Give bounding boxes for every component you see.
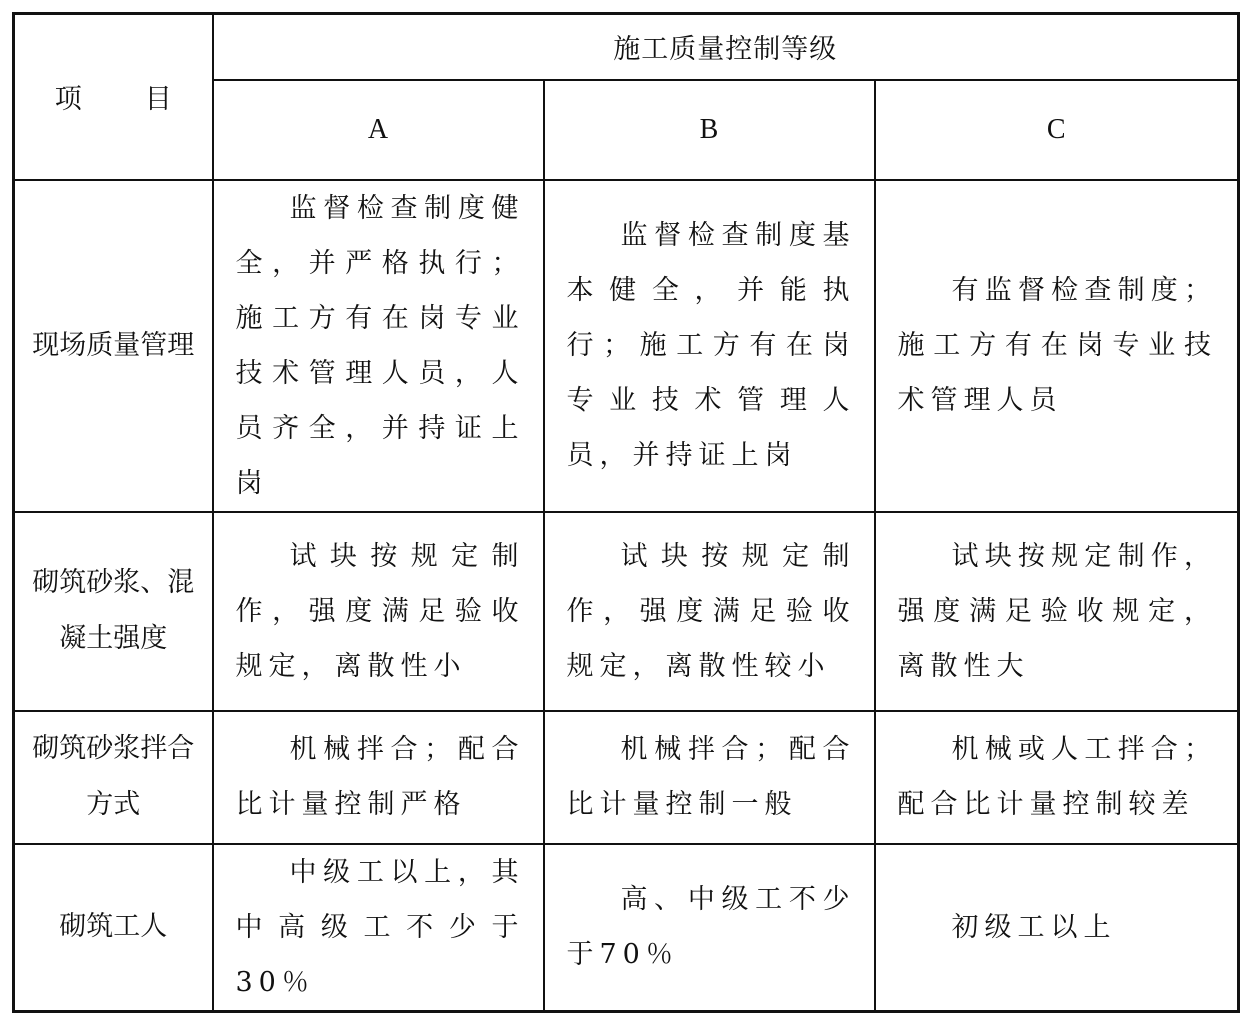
table-row [14, 512, 1239, 711]
cell-grade-b: 监督检查制度基本健全，并能执行；施工方有在岗专业技术管理人员，并持证上岗 [544, 180, 875, 512]
cell-grade-b: 高、中级工不少于70％ [544, 844, 875, 1012]
cell-grade-b: 试块按规定制作，强度满足验收规定，离散性较小 [544, 512, 875, 711]
header-item: 项 目 [14, 14, 213, 180]
cell-grade-a: 监督检查制度健全，并严格执行；施工方有在岗专业技术管理人员，人员齐全，并持证上岗 [213, 180, 544, 512]
cell-grade-c: 初级工以上 [875, 844, 1239, 1012]
row-label-mortar-mixing-method: 砌筑砂浆拌合方式 [14, 711, 213, 844]
row-label-site-quality-management: 现场质量管理 [14, 180, 213, 512]
cell-grade-c: 机械或人工拌合；配合比计量控制较差 [875, 711, 1239, 844]
quality-control-table-container [12, 12, 1240, 1013]
cell-grade-c: 试块按规定制作，强度满足验收规定，离散性大 [875, 512, 1239, 711]
cell-grade-a: 机械拌合；配合比计量控制严格 [213, 711, 544, 844]
row-label-masonry-workers: 砌筑工人 [14, 844, 213, 1012]
table-row [14, 844, 1239, 1012]
header-grade-c: C [875, 80, 1239, 180]
table-row [14, 711, 1239, 844]
header-grade-a: A [213, 80, 544, 180]
header-group-title: 施工质量控制等级 [213, 14, 1239, 80]
cell-grade-a: 试块按规定制作，强度满足验收规定，离散性小 [213, 512, 544, 711]
quality-control-grade-table [12, 12, 1240, 1013]
cell-grade-b: 机械拌合；配合比计量控制一般 [544, 711, 875, 844]
cell-grade-c: 有监督检查制度；施工方有在岗专业技术管理人员 [875, 180, 1239, 512]
header-grade-b: B [544, 80, 875, 180]
header-row-top [14, 14, 1239, 80]
cell-grade-a: 中级工以上，其中高级工不少于30％ [213, 844, 544, 1012]
table-row [14, 180, 1239, 512]
row-label-mortar-concrete-strength: 砌筑砂浆、混凝土强度 [14, 512, 213, 711]
